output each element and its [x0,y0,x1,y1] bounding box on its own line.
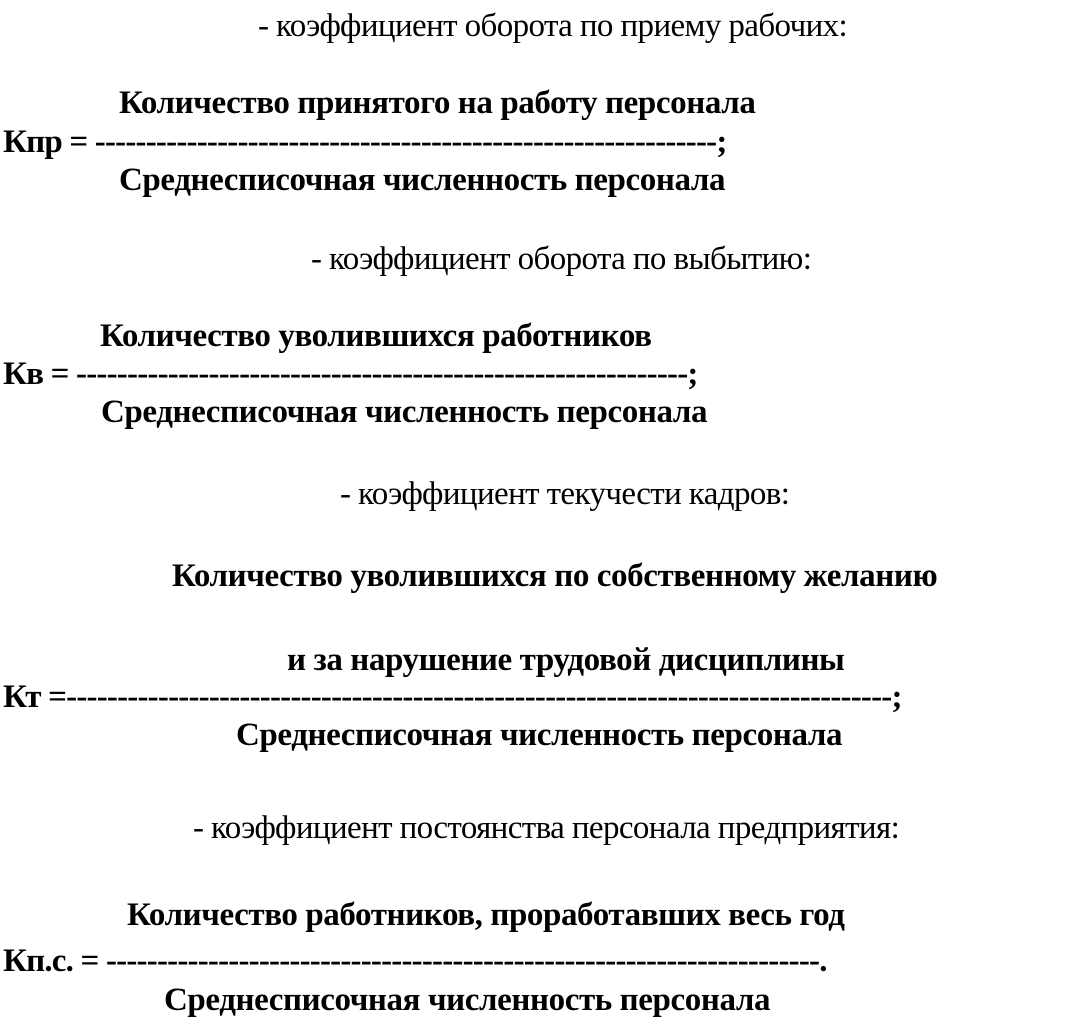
numerator-hired-personnel: Количество принятого на работу персонала [119,85,756,121]
formula-kv: Кв = ------------------------------------------------------------; [3,356,698,392]
numerator-full-year-workers: Количество работников, проработавших весь год [127,897,845,933]
numerator-dismissed-workers: Количество уволившихся работников [100,318,652,354]
formula-kpr: Кпр = -------------------------------------------------------------; [3,124,727,160]
bullet-turnover-dismissal: - коэффициент оборота по выбытию: [311,241,812,277]
bullet-staff-turnover: - коэффициент текучести кадров: [340,476,790,512]
formula-kt: Кт =---------------------------------------------------------------------------------; [3,679,902,715]
denominator-average-headcount: Среднесписочная численность персонала [101,394,708,430]
denominator-average-headcount: Среднесписочная численность персонала [164,982,771,1018]
denominator-average-headcount: Среднесписочная численность персонала [236,717,843,753]
bullet-turnover-hiring: - коэффициент оборота по приему рабочих: [258,8,848,44]
numerator-voluntary-dismissals: Количество уволившихся по собственному желанию [172,558,938,594]
bullet-staff-constancy: - коэффициент постоянства персонала предприятия: [193,810,900,846]
formula-kps: Кп.с. = ----------------------------------------------------------------------. [3,943,827,979]
numerator-discipline-violations: и за нарушение трудовой дисциплины [287,642,845,678]
denominator-average-headcount: Среднесписочная численность персонала [119,162,726,198]
